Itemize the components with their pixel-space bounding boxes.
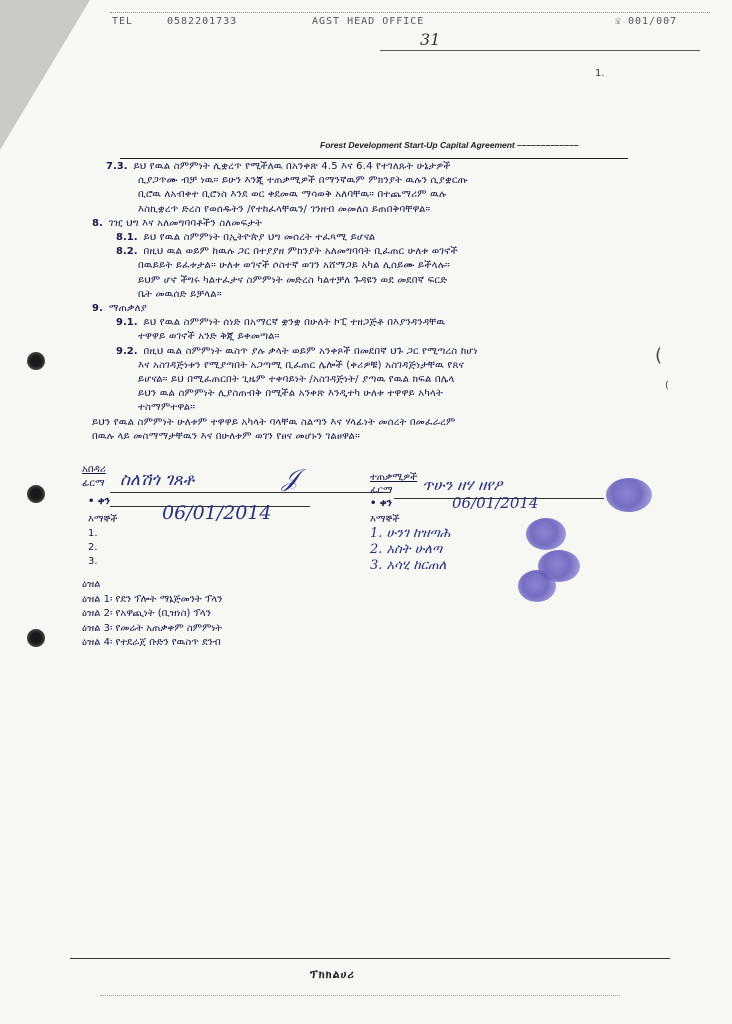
body-line xyxy=(92,345,637,359)
body-line xyxy=(92,302,637,316)
body-line xyxy=(92,401,637,415)
clause-text: ገዢ ህግ እና አለመግባባቶችን ስለመፍታት xyxy=(108,217,263,229)
lender-witness-1: 1. xyxy=(88,528,98,539)
footer-mark: ፕክክልሀሪ xyxy=(310,968,355,981)
clause-number: 7.3. xyxy=(106,161,128,172)
lender-sign-label: ፊርማ xyxy=(82,478,105,489)
fax-header xyxy=(112,16,712,32)
fingerprint-stamp xyxy=(518,570,556,602)
clause-text: እስኪቋረጥ ድረስ የወሰዱትን /የተከፈላቸዉን/ ገንዘብ መመለስ ይጠበቅባቸዋል። xyxy=(138,203,431,215)
handwritten-page-number: 31 xyxy=(420,30,441,49)
body-line xyxy=(92,288,637,302)
clause-text: ይህም ሆኖ ችግሩ ካልተፈታና ስምምነት መድረስ ካልተቻለ ጉዳዩን ወደ መደበኛ ፍርድ xyxy=(138,274,448,286)
body-line xyxy=(92,174,637,188)
stray-mark: 1. xyxy=(595,68,605,79)
body-line xyxy=(92,316,637,330)
punch-hole xyxy=(27,629,45,647)
clause-text: ሲያጋጥሙ ብቻ ነዉ። ይሁን እንጂ ተጠቃሚዎች በማንኛዉም ምክንያት ዉሉን ሲያቋርጡ xyxy=(138,175,468,187)
phone-icon: ☏ xyxy=(615,16,623,27)
footer-rule xyxy=(70,958,670,959)
beneficiary-witness-2: 2. አስት ሁለጣ xyxy=(370,542,443,557)
beneficiary-witness-3: 3. አሳሂ ከርጠለ xyxy=(370,558,447,573)
fax-office: AGST HEAD OFFICE xyxy=(312,16,425,27)
annex-list xyxy=(82,578,222,651)
fax-tel-label: TEL xyxy=(112,16,134,27)
clause-text: ይህ የዉል ስምምነት ሊቋረጥ የሚችለዉ በአንቀጽ 4.5 እና 6.4 የተገለጹት ሁኔታዎች xyxy=(133,161,451,172)
lender-date: 06/01/2014 xyxy=(162,502,272,524)
clause-text: እና አስገዳጅነቱን የሚያጣበት አጋጣሚ ቢፈጠር ሌሎች (ቀሪዎቹ) አስገዳጅነታቸዉ የጸና xyxy=(138,359,465,371)
annex-heading: ዕዝል xyxy=(82,579,101,590)
annex-item: ዕዝል 3፡ የመሬት አጠቃቀም ስምምነት xyxy=(82,622,223,634)
beneficiary-heading: ተጠቃሚዎች xyxy=(370,472,418,483)
body-line xyxy=(92,430,637,444)
fingerprint-stamp xyxy=(606,478,652,512)
body-line xyxy=(92,416,637,430)
beneficiary-sign-label: ፊርማ xyxy=(370,485,393,496)
clause-text: ይህ የዉል ስምምነት ሰነድ በአማርኛ ቋንቋ በሁለት ኮፒ ተዘጋጅቶ በእያንዳንዳቸዉ xyxy=(143,317,446,329)
punch-hole xyxy=(27,485,45,503)
body-line xyxy=(92,231,637,245)
body-line xyxy=(92,217,637,231)
body-line xyxy=(92,274,637,288)
clause-text: ቢሮዉ ለአብቀተ ቢሮነስ እንደ ወር ቀደመዉ ማሳወቅ አለባቸዉ። በተጨማሪም ዉሉ xyxy=(138,189,447,201)
clause-number: 9.2. xyxy=(116,345,138,357)
clause-text: በዉይይት ይፈቱታል። ሁለቱ ወገኖች ሶስተኛ ወገን አሸማጋይ አካል ሊሰይሙ ይችላሉ። xyxy=(138,260,450,272)
clause-text: ይህ የዉል ስምምነት በኢትዮጵያ ህግ መሰረት ተፈጻሚ ይሆናል xyxy=(143,232,376,244)
annex-item: ዕዝል 2፡ የአዋጪነት (ቢዝነስ) ፕላን xyxy=(82,608,211,619)
beneficiary-signature: ጥሁን ዘሃ ዘየዖ xyxy=(422,476,503,494)
clause-number: 8.2. xyxy=(116,246,138,258)
body-line xyxy=(92,245,637,259)
lender-witness-label: እማኞች xyxy=(88,514,118,525)
body-line xyxy=(92,359,637,373)
clause-text: ማጠቃለያ xyxy=(108,303,147,315)
lender-signature: ስለሽጎ ገጸቶ xyxy=(120,470,195,490)
folded-corner-shadow xyxy=(0,0,90,150)
lender-witness-3: 3. xyxy=(88,556,98,567)
agreement-title: Forest Development Start-Up Capital Agreement ––––––––––––– xyxy=(320,140,579,150)
body-line xyxy=(92,387,637,401)
beneficiary-date: 06/01/2014 xyxy=(452,494,539,512)
beneficiary-witness-label: እማኞች xyxy=(370,514,400,525)
clause-number: 9.1. xyxy=(116,317,138,329)
lender-signature-flourish: 𝒥 xyxy=(282,464,299,492)
clause-number: 8. xyxy=(92,217,103,229)
body-line xyxy=(92,203,637,217)
body-line xyxy=(92,188,637,202)
margin-tick-mark: ( xyxy=(665,380,669,391)
fax-tel-number: 0582201733 xyxy=(167,16,238,27)
title-rule xyxy=(120,158,628,159)
clause-text: በዉሉ ላይ መስማማታቸዉን እና በሁለቱም ወገን የፀና መሆኑን ገልፀዋል። xyxy=(92,430,360,442)
fax-page-ref: 001/007 xyxy=(628,16,678,27)
margin-bracket-mark: ( xyxy=(655,345,663,366)
page-number-rule xyxy=(380,50,700,51)
clause-number: 9. xyxy=(92,303,103,315)
clause-text: ተዋዋይ ወገኖች አንድ ቅጂ ይቀመጣል። xyxy=(138,331,280,343)
body-line xyxy=(92,160,637,174)
beneficiary-witness-1: 1. ሁንገ ከዝጣሕ xyxy=(370,526,451,541)
clause-text: ይህን የዉል ስምምነት ሁለቱም ተዋዋይ አካላት ባላቸዉ ስልጣን እና ሃላፊነት መሰረት በመፈራረም xyxy=(92,416,456,428)
lender-heading: አበዳሪ xyxy=(82,464,106,475)
clause-text: በዚህ ዉል ወይም ከዉሉ ጋር በተያያዘ ምክንያት አለመግባባት ቢፈጠር ሁለቱ ወገኖች xyxy=(143,246,458,258)
beneficiary-date-label: • ቀን xyxy=(370,498,392,509)
clause-text: ይሆናል። ይህ በሚፈጠርበት ጊዜም ተቀባይነት /አስገዳጅነት/ ያጣዉ የዉል ክፍል በሌላ xyxy=(138,374,455,386)
annex-item: ዕዝል 4፡ የተደራጀ ቡድን የዉስጥ ደንብ xyxy=(82,637,221,648)
body-line xyxy=(92,373,637,387)
lender-witness-2: 2. xyxy=(88,542,98,553)
body-line xyxy=(92,259,637,273)
annex-item: ዕዝል 1፡ የደን ፕሎት ማኔጅመንት ፕላን xyxy=(82,593,223,605)
clause-text: ተስማምተዋል። xyxy=(138,402,196,414)
clause-text: በዚህ ዉል ስምምነት ዉስጥ ያሉ ቃላት ወይም አንቀጾች በመደበኛ ህጉ ጋር የሚጣረስ ከሆነ xyxy=(143,345,478,357)
clause-text: ቤት መዉሰድ ይቻላል። xyxy=(138,288,222,300)
fax-top-rule xyxy=(110,12,710,13)
fingerprint-stamp xyxy=(526,518,566,550)
clause-text: ይህን ዉል ስምምነት ሊያስጠብቅ በሚችል አንቀጽ እንዲተካ ሁለቱ ተዋዋይ አካላት xyxy=(138,388,443,400)
body-line xyxy=(92,330,637,344)
agreement-body xyxy=(92,160,637,444)
footer-dotted-rule xyxy=(100,995,620,996)
lender-date-label: • ቀን xyxy=(88,496,110,507)
lender-sign-line xyxy=(110,492,390,493)
punch-hole xyxy=(27,352,45,370)
clause-number: 8.1. xyxy=(116,232,138,244)
